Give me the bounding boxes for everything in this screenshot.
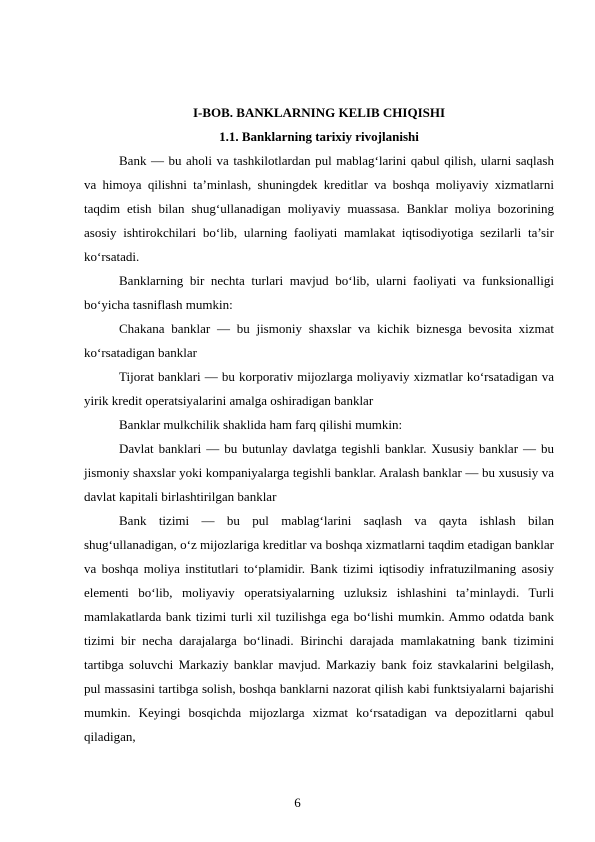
paragraph-ownership-types: Davlat banklari — bu butunlay davlatga tegishli banklar. Xususiy banklar — bu jismoniy shaxslar yoki kompaniyalarga tegishli banklar. Aralash banklar — bu xususiy va davlat kapitali birlashtirilgan banklar [84,441,554,504]
paragraph-commercial-banks: Tijorat banklari — bu korporativ mijozlarga moliyaviy xizmatlar ko‘rsatadigan va yirik kredit operatsiyalarini amalga oshiradigan banklar [84,369,554,408]
paragraph-bank-types-intro: Banklarning bir nechta turlari mavjud bo‘lib, ularni faoliyati va funksionalligi bo‘yicha tasniflash mumkin: [84,273,554,312]
document-page [84,101,554,749]
section-title: 1.1. Banklarning tarixiy rivojlanishi [219,129,419,144]
paragraph-bank-system: Bank tizimi — bu pul mablag‘larini saqlash va qayta ishlash bilan shug‘ullanadigan, o‘z mijozlariga kreditlar va boshqa xizmatlarni taqdim etadigan banklar va boshqa moliya institutlari to‘plamidir. Bank tizimi iqtisodiy infratuzilmaning asosiy elementi bo‘lib, moliyaviy operatsiyalarning uzluksiz ishlashini ta’minlaydi. Turli mamlakatlarda bank tizimi turli xil tuzilishga ega bo‘lishi mumkin. Ammo odatda bank tizimi bir necha darajalarga bo‘linadi. Birinchi darajada mamlakatning bank tizimini tartibga soluvchi Markaziy banklar mavjud. Markaziy bank foiz stavkalarini belgilash, pul massasini tartibga solish, boshqa banklarni nazorat qilish kabi funktsiyalarni bajarishi mumkin. Keyingi bosqichda mijozlarga xizmat ko‘rsatadigan va depozitlarni qabul qiladigan, [84,513,554,744]
page-number: 6 [294,795,301,810]
paragraph-retail-banks: Chakana banklar — bu jismoniy shaxslar va kichik biznesga bevosita xizmat ko‘rsatadigan banklar [84,321,554,360]
paragraph-ownership-intro: Banklar mulkchilik shaklida ham farq qilishi mumkin: [119,417,403,432]
chapter-title: I-BOB. BANKLARNING KELIB CHIQISHI [192,105,446,120]
paragraph-bank-definition: Bank — bu aholi va tashkilotlardan pul mablag‘larini qabul qilish, ularni saqlash va himoya qilishni ta’minlash, shuningdek kreditlar va boshqa moliyaviy xizmatlarni taqdim etish bilan shug‘ullanadigan moliyaviy muassasa. Banklar moliya bozorining asosiy ishtirokchilari bo‘lib, ularning faoliyati mamlakat iqtisodiyotiga sezilarli ta’sir ko‘rsatadi. [84,153,554,264]
